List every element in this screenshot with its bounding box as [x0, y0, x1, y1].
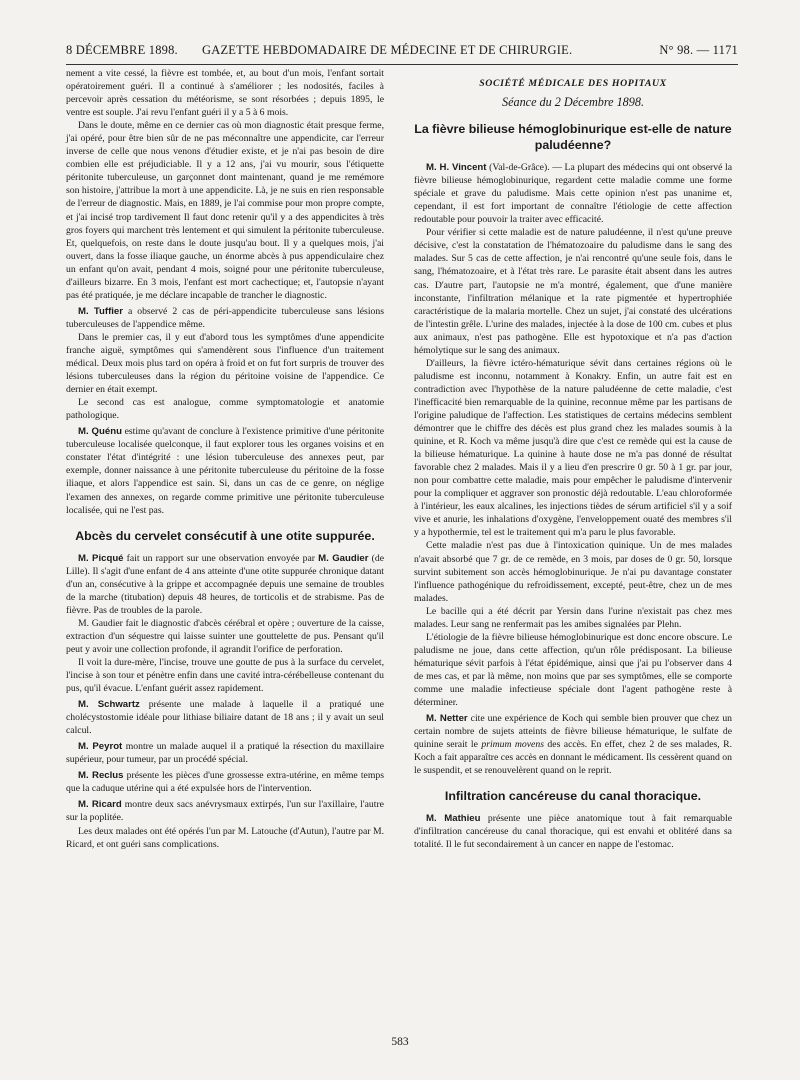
paragraph: Il voit la dure-mère, l'incise, trouve une goutte de pus à la surface du cervelet, l'incise à son tour et pénètre enfin dans une cavité intra-cérébelleuse contenant du pus, qu'il évacue. L'enfant guérit assez rapidement.: [66, 656, 384, 695]
speaker-entry: [414, 161, 732, 226]
paragraph: nement a vite cessé, la fièvre est tombée, et, au bout d'un mois, l'enfant sortait opératoirement guéri. Il a continué à s'améliorer ; les nodosités, faciles à percevoir après cessation du météorisme, se sont résorbées ; depuis 1895, le ventre est souple. J'ai revu l'enfant guéri il y a 5 à 6 mois.: [66, 68, 384, 119]
entry-text: estime qu'avant de conclure à l'existence primitive d'une péritonite tuberculeuse localisée quelconque, il faut explorer tous les organes voisins et en constater l'état d'intégrité : une lésion tuberculeuse des annexes peut, par exemple, donner naissance à une péritonite tuberculeuse du péritoine de la fosse iliaque, et alors l'appendice est sain. Si, dans un cas de ce genre, on néglige l'examen des annexes, on regarde comme primitive une péritonite tuberculeuse localisée, qui ne l'est pas.: [66, 426, 384, 516]
speaker-name: M. Picqué: [78, 552, 124, 564]
header-date: 8 DÉCEMBRE 1898.: [66, 43, 178, 57]
speaker-name: M. Ricard: [78, 799, 122, 811]
speaker-entry: [414, 812, 732, 851]
speaker-name: M. Schwartz: [78, 699, 140, 711]
speaker-name: M. Gaudier: [318, 552, 369, 564]
paragraph: Le bacille qui a été décrit par Yersin dans l'urine n'existait pas chez mes malades. Leur sang ne renfermait pas les amibes signalées par Plehn.: [414, 605, 732, 630]
speaker-entry: [66, 740, 384, 766]
speaker-entry: [66, 698, 384, 737]
entry-text: des accès. En effet, chez 2 de ses malades, R. Koch a fait apparaître ces accès en donnant le médicament. Ils cessèrent quand on le suspendit, et se renouvelèrent quand on le reprit.: [414, 739, 733, 777]
speaker-entry: [414, 712, 732, 777]
speaker-entry: [66, 798, 384, 824]
running-header: [66, 40, 738, 62]
speaker-name: M. H. Vincent: [426, 162, 487, 174]
header-issue-page: N° 98. — 1171: [659, 43, 738, 57]
speaker-name: M. Mathieu: [426, 813, 481, 825]
entry-text: a observé 2 cas de péri-appendicite tuberculeuse sans lésions tuberculeuses de l'appendice même.: [66, 305, 384, 330]
header-journal-title: GAZETTE HEBDOMADAIRE DE MÉDECINE ET DE CHIRURGIE.: [202, 43, 573, 57]
entry-text: présente les pièces d'une grossesse extra-utérine, en même temps que la caduque utérine qui a été expulsée hors de l'intervention.: [66, 770, 384, 795]
paragraph: Cette maladie n'est pas due à l'intoxication quinique. Un de mes malades n'avait absorbé que 7 gr. de ce remède, en 3 mois, par doses de 0 gr. 50, lorsque survint subitement son accès hémoglobinurique. Je n'ai pu davantage constater l'influence pathogénique du refroidissement, excepté, peut-être, chez un de mes malades.: [414, 540, 732, 604]
society-heading: SOCIÉTÉ MÉDICALE DES HOPITAUX: [479, 78, 667, 89]
paragraph: Les deux malades ont été opérés l'un par M. Latouche (d'Autun), l'autre par M. Ricard, et ont guéri sans complications.: [66, 825, 384, 850]
speaker-entry: [66, 425, 384, 516]
speaker-name: M. Reclus: [78, 770, 124, 782]
speaker-entry: [66, 305, 384, 331]
paragraph: Dans le premier cas, il y eut d'abord tous les symptômes d'une appendicite franche aiguë, symptômes qui s'amendèrent sous l'influence d'un traitement médical. Deux mois plus tard on opéra à froid et on fut fort surpris de trouver des lésions tuberculeuses dans la région du péritoine voisine de l'appendice. Ce dernier en était exempt.: [66, 331, 384, 396]
speaker-entry: [66, 769, 384, 795]
paragraph: D'ailleurs, la fièvre ictéro-hématurique sévit dans certaines régions où le paludisme est inconnu, notamment à Konakry. Enfin, un autre fait est en contradiction avec l'hypothèse de la nature paludéenne de cette maladie, c'est l'inefficacité bien remarquable de la quinine, reconnue même par les partisans de l'origine paludique de l'affection. Les statistiques de certains médecins semblent démontrer que le chiffre des décès est plus grand chez les malades soumis à la quinine, et R. Koch va même jusqu'à dire que c'est ce remède qui est la cause de la bilieuse hématurique. La quinine à haute dose ne m'a pas donné de résultat favorable chez 2 malades. Mais il y a lieu d'en prescrire 0 gr. 50 à 1 gr. par jour, non pour combattre cette maladie, mais pour empêcher le paludisme d'intervenir pour la compliquer et aggraver son pronostic déjà redoutable. L'eau chloroformée à l'intérieur, les eaux alcalines, les injections tièdes de sérum artificiel s'il y a soif vive et anurie, les inhalations d'oxygène, l'enveloppement ouaté des membres s'il y a hypothermie, tel est le traitement qui m'a paru le plus favorable.: [414, 357, 732, 539]
paragraph: L'étiologie de la fièvre bilieuse hémoglobinurique est donc encore obscure. Le paludisme ne joue, dans cette affection, qu'un rôle prédisposant. La bilieuse hématurique sévit parfois à l'état épidémique, ainsi que j'ai pu l'observer dans 4 de mes cas, et par là même, non moins que par ses symptômes, elle se comporte comme une maladie infectieuse spéciale dont l'agent pathogène reste à déterminer.: [414, 631, 732, 709]
paragraph: Dans le doute, même en ce dernier cas où mon diagnostic était presque ferme, j'ai opéré, pour être bien sûr de ne pas méconnaître une appendicite, car l'erreur inverse de celle que nous venons d'étudier existe, et je n'ai pas besoin de dire combien elle est préjudiciable. Il y a 12 ans, j'ai vu mourir, sous l'étiquette péritonite tuberculeuse, un garçonnet dont maintenant, quand je me remémore son histoire, j'attribue la mort à une appendicite. Là, je ne suis en rien responsable de l'erreur de diagnostic. Mais, en 1889, je l'ai commise pour mon propre compte, et j'ai incisé trop tardivement Il faut donc retenir qu'il y a des appendicites à très gros foyers qui marchent très lentement et qui simulent la péritonite tuberculeuse. Et, quelquefois, on reste dans le doute jusqu'au bout. Il y a quelques mois, j'ai ouvert, dans la fosse iliaque gauche, un énorme abcès à pus appendiculaire chez un enfant qu'on avait, pendant 4 mois, soigné pour une péritonite tuberculeuse, d'ailleurs bizarre. En 3 mois, l'enfant est mort cachectique; et, l'autopsie n'ayant pas été pratiquée, je me déclare incapable de trancher le diagnostic.: [66, 120, 384, 301]
paragraph: M. Gaudier fait le diagnostic d'abcès cérébral et opère ; ouverture de la caisse, extraction d'un séquestre qui laisse suinter une gouttelette de pus. Pensant qu'il peut y avoir une collection profonde, il agrandit l'orifice de perforation.: [66, 617, 384, 655]
entry-text: (de Lille). Il s'agit d'une enfant de 4 ans atteinte d'une otite suppurée chronique datant d'un an, consécutive à la grippe et accompagnée depuis une semaine de troubles de la marche (titubation) depuis 48 heures, de torticolis et de strabisme. Pas de fièvre. Pas de troubles de la parole.: [66, 552, 384, 616]
entry-text: (Val-de-Grâce). — La plupart des médecins qui ont observé la fièvre bilieuse hémoglobinurique, regardent cette maladie comme une forme spéciale et grave du paludisme. Mais cette opinion n'est pas unanime et, cependant, il est fort important de connaître l'étiologie de cette affection redoutable pour pouvoir la traiter avec efficacité.: [414, 162, 732, 226]
paragraph: Pour vérifier si cette maladie est de nature paludéenne, il n'est qu'une preuve décisive, c'est la constatation de l'hématozoaire du paludisme dans le sang des malades. Sur 5 cas de cette affection, je n'ai rencontré qu'une seule fois, dans le sang, l'hématozoaire, et à l'état très rare. Le parasite était absent dans les autres cas. D'autre part, l'autopsie ne m'a montré, également, que d'une manière inconstante, l'infiltration mélanique et la rate pigmentée et hypertrophiée caractéristique de la malaria mortelle. Chez un sujet, j'ai constaté des ulcérations de l'intestin grêle. L'urine des malades, injectée à la dose de 100 cm. cubes et plus aux animaux, n'est pas pathogène. Elle est hypotoxique et n'a pas d'action hémolytique sur le sang des animaux.: [414, 227, 732, 356]
entry-text: présente une malade à laquelle il a pratiqué une cholécystostomie idéale pour lithiase biliaire datant de 18 ans ; il y avait un seul calcul.: [66, 699, 384, 737]
entry-text: montre un malade auquel il a pratiqué la résection du maxillaire supérieur, pour tumeur, par un procédé spécial.: [66, 741, 384, 766]
paragraph: Le second cas est analogue, comme symptomatologie et anatomie pathologique.: [66, 397, 384, 422]
right-column: [414, 67, 732, 851]
section-title: Infiltration cancéreuse du canal thoracique.: [444, 789, 702, 804]
speaker-entry: [66, 552, 384, 617]
session-date: Séance du 2 Décembre 1898.: [501, 95, 645, 110]
left-column: [66, 67, 384, 851]
speaker-name: M. Netter: [426, 713, 468, 725]
page-number: 583: [391, 1036, 409, 1048]
header-rule: [66, 64, 738, 65]
speaker-name: M. Quénu: [78, 426, 122, 438]
section-title: Abcès du cervelet consécutif à une otite suppurée.: [75, 528, 375, 543]
entry-text: cite une expérience de Koch qui semble bien prouver que chez un certain nombre de sujets atteints de fièvre bilieuse hématurique, le sulfate de quinine serait le: [414, 713, 733, 751]
latin-phrase: primum movens: [481, 739, 544, 751]
entry-text: présente une pièce anatomique tout à fait remarquable d'infiltration cancéreuse du canal thoracique, qui est envahi et oblitéré dans sa totalité. Il le fut secondairement à un cancer en nappe de l'estomac.: [414, 813, 732, 851]
entry-text: fait un rapport sur une observation envoyée par: [123, 552, 319, 564]
entry-text: montre deux sacs anévrysmaux extirpés, l'un sur l'axillaire, l'autre sur la poplitée.: [66, 799, 384, 824]
speaker-name: M. Peyrot: [78, 741, 123, 753]
section-title: La fièvre bilieuse hémoglobinurique est-elle de nature paludéenne?: [414, 122, 732, 153]
speaker-name: M. Tuffier: [78, 305, 123, 317]
